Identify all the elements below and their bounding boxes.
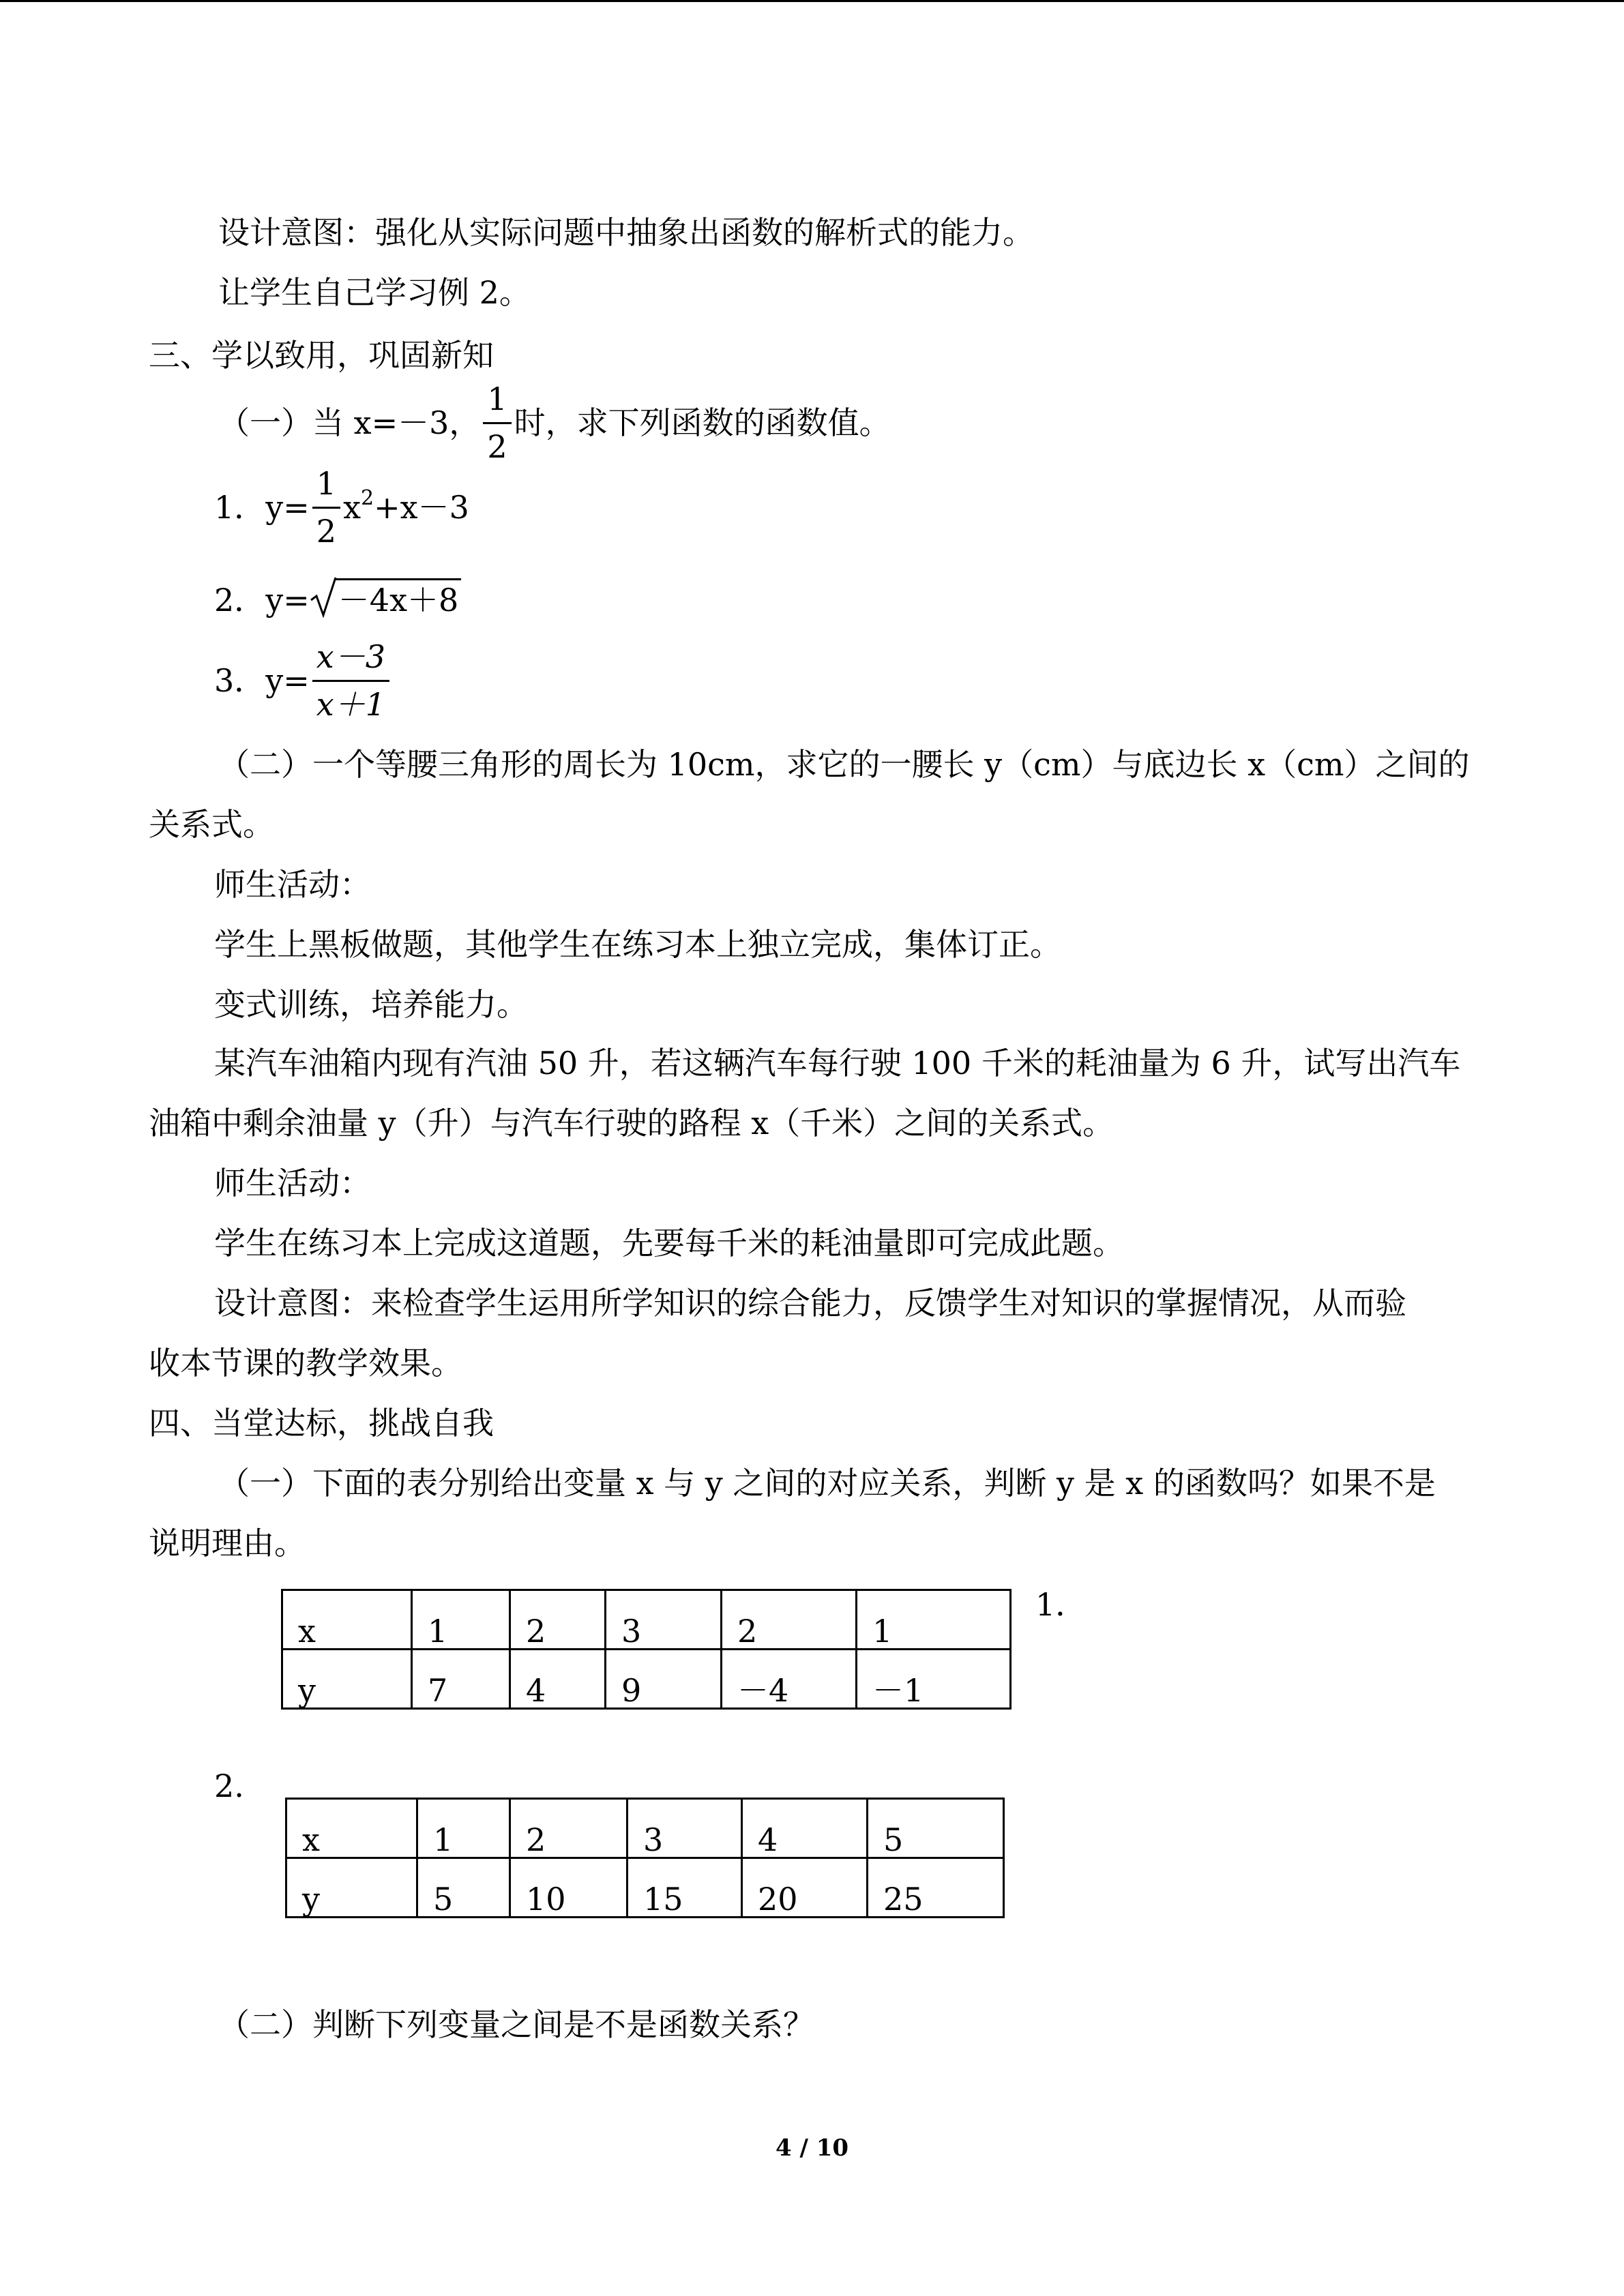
function-1-variable: x [343, 489, 361, 526]
table-row [282, 1590, 1011, 1650]
section-3-heading: 三、学以致用，巩固新知 [149, 337, 494, 374]
function-2-prefix: 2．y= [214, 582, 310, 618]
table-cell: 20 [742, 1858, 868, 1918]
table-cell: 2 [510, 1799, 628, 1858]
design-intent-1: 设计意图：强化从实际问题中抽象出函数的解析式的能力。 [218, 214, 1034, 251]
function-1-coef-den: 2 [316, 512, 337, 550]
radical-sign-icon [310, 576, 337, 618]
table-cell: 3 [606, 1590, 722, 1650]
activity-text-2: 学生在练习本上完成这道题，先要每千米的耗油量即可完成此题。 [214, 1225, 1124, 1262]
table-row [286, 1858, 1004, 1918]
table-1 [281, 1589, 1012, 1710]
car-problem-line-1: 某汽车油箱内现有汽油 50 升，若这辆汽车每行驶 100 千米的耗油量为 6 升，试写出汽车 [214, 1045, 1461, 1082]
table-cell: 2 [722, 1590, 857, 1650]
table-cell: 25 [868, 1858, 1004, 1918]
question-4-line-2: 说明理由。 [149, 1525, 306, 1562]
page-number: 4 / 10 [775, 2134, 849, 2162]
table-cell: 9 [606, 1650, 722, 1709]
function-1-coefficient [312, 466, 340, 548]
section-4-heading: 四、当堂达标，挑战自我 [149, 1405, 494, 1442]
function-1-coef-num: 1 [312, 466, 340, 509]
table-1-label: 1． [1035, 1586, 1087, 1623]
question-1-intro [218, 382, 891, 464]
table-cell: x [282, 1590, 412, 1650]
table-cell: 5 [417, 1858, 510, 1918]
question-5: （二）判断下列变量之间是不是函数关系？ [218, 2006, 814, 2043]
question-1-intro-a: （一）当 x=－3， [218, 404, 481, 442]
function-3 [214, 640, 392, 721]
table-cell: y [282, 1650, 412, 1709]
table-cell: 1 [857, 1590, 1011, 1650]
function-3-numerator: x－3 [312, 640, 389, 682]
function-1-exponent: 2 [361, 486, 374, 511]
function-1-rest: +x－3 [374, 489, 469, 526]
fraction-numerator: 1 [483, 382, 511, 424]
design-intent-2-line-2: 收本节课的教学效果。 [149, 1345, 462, 1382]
question-4-line-1: （一）下面的表分别给出变量 x 与 y 之间的对应关系，判断 y 是 x 的函数吗？如果不是 [218, 1465, 1436, 1502]
table-cell: 2 [510, 1590, 606, 1650]
function-3-prefix: 3．y= [214, 662, 310, 700]
table-cell: 15 [628, 1858, 742, 1918]
table-cell: 4 [510, 1650, 606, 1709]
function-1-prefix: 1．y= [214, 489, 310, 526]
variant-training: 变式训练，培养能力。 [214, 986, 528, 1023]
table-cell: 10 [510, 1858, 628, 1918]
table-cell: 5 [868, 1799, 1004, 1858]
square-root [310, 578, 461, 616]
question-2-line-2: 关系式。 [149, 806, 274, 843]
table-cell: －4 [722, 1650, 857, 1709]
table-cell: x [286, 1799, 417, 1858]
fraction-denominator: 2 [487, 428, 507, 465]
page-top-border [0, 0, 1624, 2]
car-problem-line-2: 油箱中剩余油量 y（升）与汽车行驶的路程 x（千米）之间的关系式。 [149, 1105, 1114, 1142]
question-2-line-1: （二）一个等腰三角形的周长为 10cm，求它的一腰长 y（cm）与底边长 x（cm）之间的 [218, 746, 1470, 783]
function-3-denominator: x＋1 [316, 685, 386, 723]
activity-label-2: 师生活动： [214, 1165, 371, 1202]
table-cell: －1 [857, 1650, 1011, 1709]
function-1 [214, 466, 469, 548]
design-intent-2-line-1: 设计意图：来检查学生运用所学知识的综合能力，反馈学生对知识的掌握情况，从而验 [214, 1285, 1406, 1322]
fraction-one-half [483, 382, 511, 464]
function-2-radicand: －4x＋8 [336, 578, 461, 616]
table-cell: 7 [412, 1650, 510, 1709]
table-cell: 1 [417, 1799, 510, 1858]
table-2 [285, 1798, 1005, 1918]
table-row [282, 1650, 1011, 1709]
table-2-label: 2. [214, 1768, 244, 1804]
activity-text-1: 学生上黑板做题，其他学生在练习本上独立完成，集体订正。 [214, 926, 1061, 963]
table-cell: y [286, 1858, 417, 1918]
table-row [286, 1799, 1004, 1858]
question-1-intro-b: 时，求下列函数的函数值。 [514, 404, 891, 442]
function-3-fraction [312, 640, 389, 721]
table-cell: 1 [412, 1590, 510, 1650]
self-study-note: 让学生自己学习例 2。 [218, 274, 531, 311]
function-2 [214, 578, 461, 616]
table-cell: 4 [742, 1799, 868, 1858]
activity-label-1: 师生活动： [214, 866, 371, 903]
table-cell: 3 [628, 1799, 742, 1858]
